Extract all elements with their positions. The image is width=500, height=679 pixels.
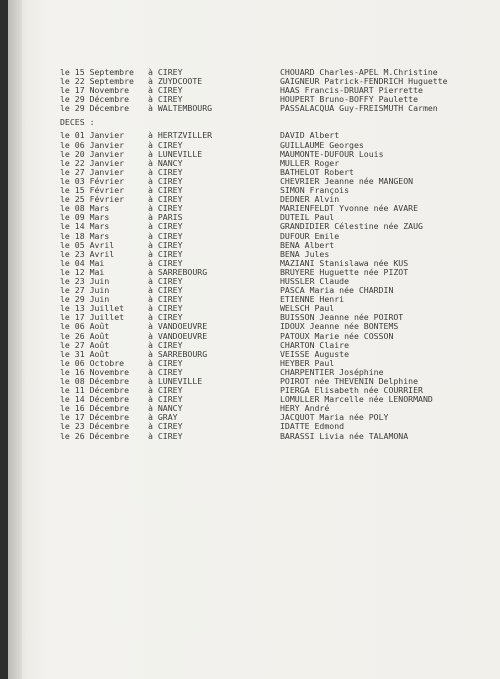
entry-date: le 12 Mai <box>60 266 105 277</box>
entry-date: le 31 Août <box>60 348 110 359</box>
deces-heading: DECES : <box>60 117 95 128</box>
register-entry <box>60 104 490 113</box>
register-entry <box>60 186 490 195</box>
entry-names: MAZIANI Stanislawa née KUS <box>280 257 409 268</box>
entry-place: à CIREY <box>148 166 183 177</box>
entry-date: le 29 Décembre <box>60 94 130 105</box>
register-entry <box>60 322 490 331</box>
register-entry <box>60 222 490 231</box>
register-entry <box>60 332 490 341</box>
entry-place: à CIREY <box>148 385 183 396</box>
entry-date: le 01 Janvier <box>60 130 125 141</box>
entry-names: CHOUARD Charles-APEL M.Christine <box>280 67 438 77</box>
register-entry <box>60 213 490 222</box>
entry-date: le 09 Mars <box>60 212 110 223</box>
entry-date: le 22 Septembre <box>60 76 134 87</box>
entry-place: à SARREBOURG <box>148 348 208 359</box>
entry-place: à CIREY <box>148 339 183 350</box>
register-entry <box>60 159 490 168</box>
entry-date: le 22 Janvier <box>60 157 125 168</box>
entry-names: PASCA Maria née CHARDIN <box>280 285 394 296</box>
entry-place: à WALTEMBOURG <box>148 103 213 114</box>
register-entry <box>60 177 490 186</box>
register-entry <box>60 195 490 204</box>
entry-place: à NANCY <box>148 157 183 168</box>
entry-place: à NANCY <box>148 403 183 414</box>
entry-names: HERY André <box>280 403 330 414</box>
entry-date: le 08 Décembre <box>60 376 130 386</box>
entry-names: HAAS Francis-DRUART Pierrette <box>280 85 423 96</box>
entry-date: le 27 Juin <box>60 285 110 296</box>
register-entry <box>60 313 490 322</box>
entry-place: à LUNEVILLE <box>148 376 203 386</box>
entry-names: VEISSE Auguste <box>280 348 350 359</box>
entry-place: à CIREY <box>148 421 183 432</box>
entry-names: IDOUX Jeanne née BONTEMS <box>280 321 399 332</box>
entry-names: DAVID Albert <box>280 130 340 141</box>
entry-names: IDATTE Edmond <box>280 421 345 432</box>
entry-names: LOMULLER Marcelle née LENORMAND <box>280 394 433 405</box>
register-entry <box>60 141 490 150</box>
entry-date: le 11 Décembre <box>60 385 130 396</box>
register-entry <box>60 259 490 268</box>
entry-names: CHEVRIER Jeanne née MANGEON <box>280 175 414 186</box>
entry-names: GAIGNEUR Patrick-FENDRICH Huguette <box>280 76 448 87</box>
register-entry <box>60 232 490 241</box>
entry-date: le 15 Février <box>60 185 125 196</box>
entry-place: à CIREY <box>148 230 183 241</box>
entry-date: le 04 Mai <box>60 257 105 268</box>
entry-place: à CIREY <box>148 312 183 323</box>
entry-names: MULLER Roger <box>280 157 340 168</box>
entry-date: le 25 Février <box>60 194 125 205</box>
entry-names: DEDNER Alvin <box>280 194 340 205</box>
entry-place: à CIREY <box>148 203 183 214</box>
entry-names: BENA Albert <box>280 239 335 250</box>
register-entry <box>60 268 490 277</box>
entry-names: MAUMONTE-DUFOUR Louis <box>280 148 384 159</box>
entry-place: à CIREY <box>148 248 183 259</box>
register-entry <box>60 204 490 213</box>
entry-names: DUTEIL Paul <box>280 212 335 223</box>
entry-date: le 26 Août <box>60 330 110 341</box>
entry-place: à CIREY <box>148 221 183 232</box>
entry-names: CHARPENTIER Joséphine <box>280 366 384 377</box>
entry-place: à CIREY <box>148 394 183 405</box>
register-entry <box>60 241 490 250</box>
entry-names: BUISSON Jeanne née POIROT <box>280 312 404 323</box>
entry-names: ETIENNE Henri <box>280 294 345 305</box>
entry-date: le 16 Novembre <box>60 366 130 377</box>
entry-place: à VANDOEUVRE <box>148 321 208 332</box>
register-entry <box>60 131 490 140</box>
register-entry <box>60 304 490 313</box>
register-entry <box>60 295 490 304</box>
entry-date: le 18 Mars <box>60 230 110 241</box>
entry-place: à HERTZVILLER <box>148 130 213 141</box>
register-entry <box>60 432 490 441</box>
entry-place: à CIREY <box>148 303 183 314</box>
entry-place: à CIREY <box>148 430 183 441</box>
entry-place: à CIREY <box>148 175 183 186</box>
entry-date: le 29 Juin <box>60 294 110 305</box>
entry-names: PATOUX Marie née COSSON <box>280 330 394 341</box>
marriages-list <box>60 68 490 113</box>
entry-names: DUFOUR Emile <box>280 230 340 241</box>
entry-names: HEYBER Paul <box>280 357 335 368</box>
entry-date: le 27 Août <box>60 339 110 350</box>
entry-date: le 14 Mars <box>60 221 110 232</box>
entry-place: à CIREY <box>148 185 183 196</box>
entry-date: le 17 Juillet <box>60 312 125 323</box>
entry-place: à CIREY <box>148 257 183 268</box>
entry-place: à ZUYDCOOTE <box>148 76 203 87</box>
entry-place: à SARREBOURG <box>148 266 208 277</box>
entry-names: SIMON François <box>280 185 350 196</box>
entry-date: le 06 Août <box>60 321 110 332</box>
entry-place: à CIREY <box>148 285 183 296</box>
entry-date: le 13 Juillet <box>60 303 125 314</box>
entry-names: MARIENFELDT Yvonne née AVARE <box>280 203 419 214</box>
entry-date: le 14 Décembre <box>60 394 130 405</box>
entry-date: le 23 Juin <box>60 275 110 286</box>
entry-date: le 16 Décembre <box>60 403 130 414</box>
entry-date: le 03 Février <box>60 175 125 186</box>
entry-names: BARASSI Livia née TALAMONA <box>280 430 409 441</box>
entry-names: GRANDIDIER Célestine née ZAUG <box>280 221 423 232</box>
entry-date: le 15 Septembre <box>60 67 134 77</box>
register-entry <box>60 350 490 359</box>
entry-date: le 29 Décembre <box>60 103 130 114</box>
entry-date: le 05 Avril <box>60 239 115 250</box>
entry-names: BATHELOT Robert <box>280 166 354 177</box>
entry-place: à CIREY <box>148 275 183 286</box>
entry-place: à CIREY <box>148 366 183 377</box>
entry-date: le 27 Janvier <box>60 166 125 177</box>
entry-place: à CIREY <box>148 139 183 150</box>
document-page <box>8 0 500 679</box>
entry-date: le 26 Décembre <box>60 430 130 441</box>
entry-date: le 06 Octobre <box>60 357 125 368</box>
entry-place: à GRAY <box>148 412 178 423</box>
entry-date: le 17 Décembre <box>60 412 130 423</box>
entry-names: CHARTON Claire <box>280 339 350 350</box>
entry-date: le 06 Janvier <box>60 139 125 150</box>
entry-place: à CIREY <box>148 94 183 105</box>
entry-place: à PARIS <box>148 212 183 223</box>
entry-place: à CIREY <box>148 239 183 250</box>
register-entry <box>60 250 490 259</box>
register-entry <box>60 341 490 350</box>
entry-names: PASSALACQUA Guy-FREISMUTH Carmen <box>280 103 438 114</box>
deaths-list <box>60 131 490 440</box>
entry-date: le 20 Janvier <box>60 148 125 159</box>
register-entry <box>60 168 490 177</box>
entry-names: BRUYERE Huguette née PIZOT <box>280 266 409 277</box>
entry-date: le 23 Décembre <box>60 421 130 432</box>
entry-date: le 17 Novembre <box>60 85 130 96</box>
page-binding-shadow <box>8 0 22 679</box>
entry-place: à CIREY <box>148 294 183 305</box>
entry-names: HOUPERT Bruno-BOFFY Paulette <box>280 94 419 105</box>
register-entry <box>60 277 490 286</box>
entry-date: le 23 Avril <box>60 248 115 259</box>
register-content <box>60 68 490 441</box>
entry-place: à LUNEVILLE <box>148 148 203 159</box>
entry-place: à VANDOEUVRE <box>148 330 208 341</box>
entry-place: à CIREY <box>148 357 183 368</box>
register-entry <box>60 286 490 295</box>
entry-names: POIROT née THEVENIN Delphine <box>280 376 419 386</box>
entry-names: JACQUOT Maria née POLY <box>280 412 389 423</box>
entry-names: WELSCH Paul <box>280 303 335 314</box>
entry-date: le 08 Mars <box>60 203 110 214</box>
entry-names: GUILLAUME Georges <box>280 139 364 150</box>
entry-names: BENA Jules <box>280 248 330 259</box>
entry-place: à CIREY <box>148 85 183 96</box>
entry-place: à CIREY <box>148 194 183 205</box>
entry-place: à CIREY <box>148 67 183 77</box>
entry-names: HUSSLER Claude <box>280 275 350 286</box>
register-entry <box>60 150 490 159</box>
entry-names: PIERGA Elisabeth née COURRIER <box>280 385 423 396</box>
